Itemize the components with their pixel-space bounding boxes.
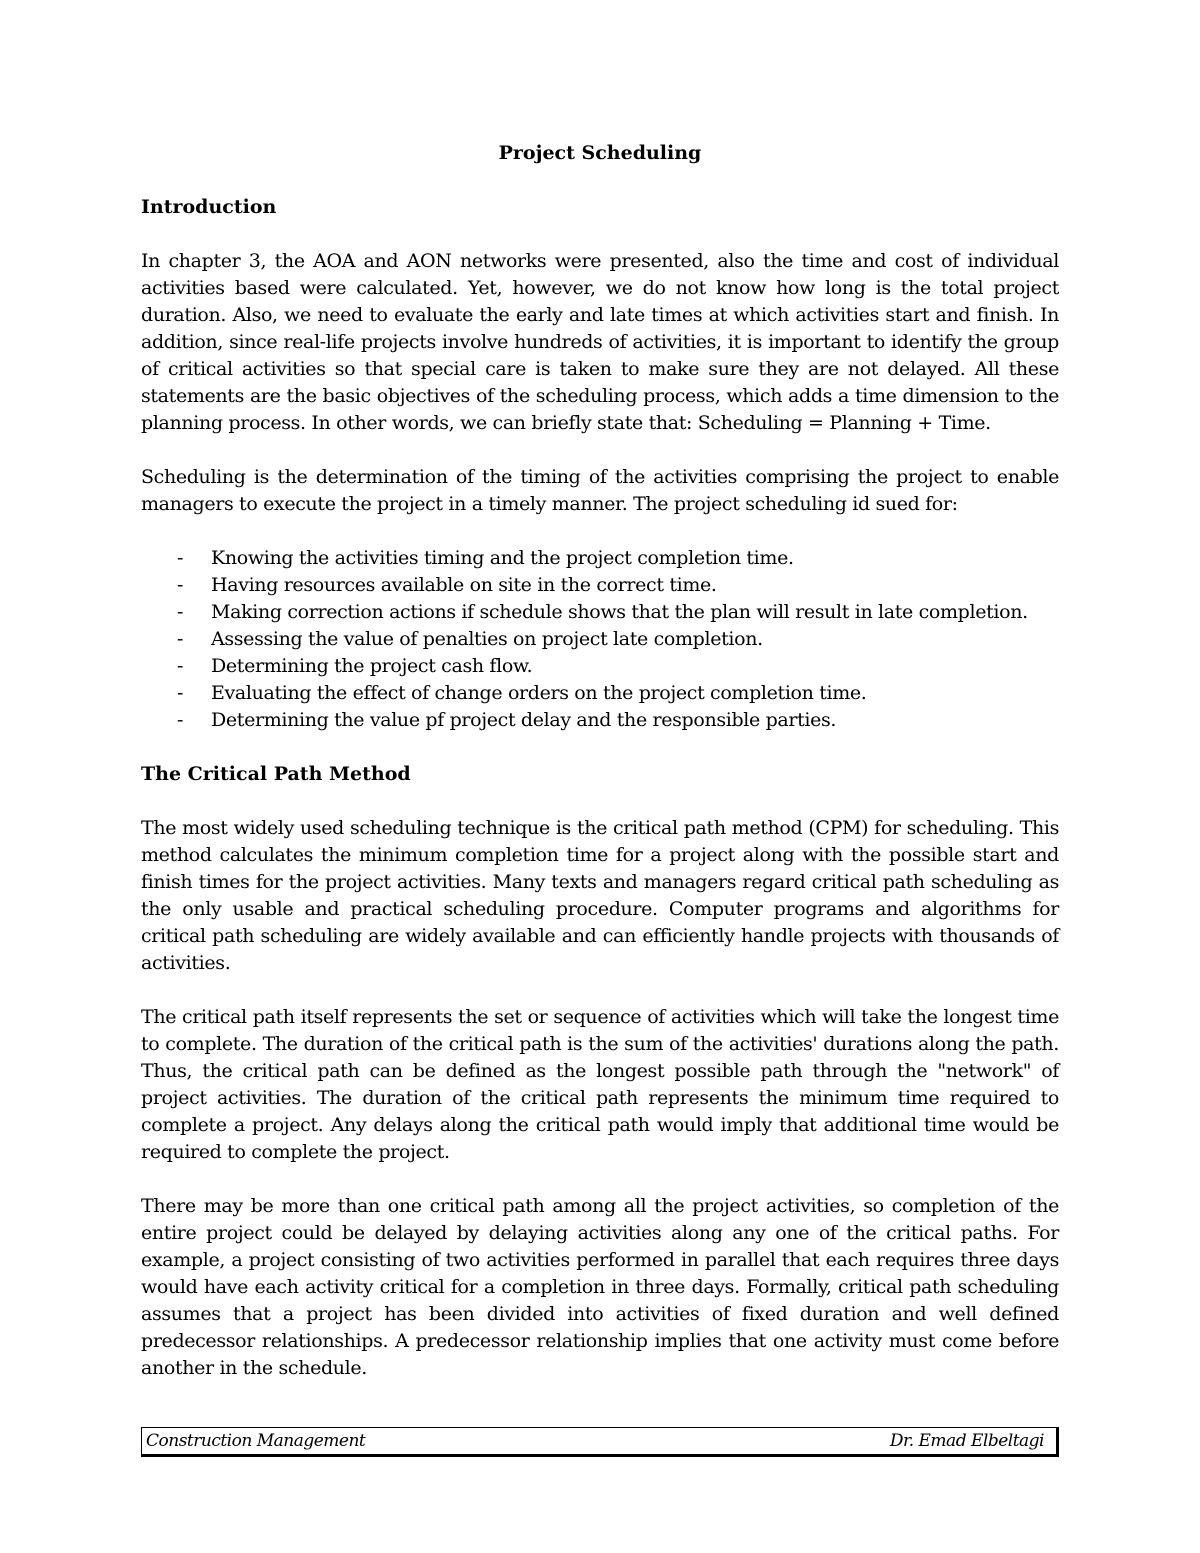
cpm-paragraph-3: There may be more than one critical path among all the project activities, so completion of the entire project could be delayed by delaying activities along any one of the critical paths. For example, a project consisting of two activities performed in parallel that each requires three days would have each activity critical for a completion in three days. Formally, critical path scheduling assumes that a project has been divided into activities of fixed duration and well defined predecessor relationships. A predecessor relationship implies that one activity must come before another in the schedule. — [141, 1195, 1059, 1379]
section-heading-critical-path-method: The Critical Path Method — [141, 763, 411, 785]
document-page — [141, 140, 1059, 1409]
footer-author: Dr. Emad Elbeltagi — [889, 1431, 1044, 1451]
list-item — [141, 626, 1059, 653]
list-item — [141, 680, 1059, 707]
dash-bullet: - — [177, 547, 184, 569]
page-title: Project Scheduling — [498, 142, 702, 164]
scheduling-uses-list — [141, 545, 1059, 734]
dash-bullet: - — [177, 574, 184, 596]
cpm-paragraph-2: The critical path itself represents the set or sequence of activities which will take the longest time to complete. The duration of the critical path is the sum of the activities' durations along the path. Thus, the critical path can be defined as the longest possible path through the "network" of project activities. The duration of the critical path represents the minimum time required to complete a project. Any delays along the critical path would imply that additional time would be required to complete the project. — [141, 1006, 1059, 1163]
dash-bullet: - — [177, 709, 184, 731]
section-heading-introduction: Introduction — [141, 196, 277, 218]
list-item — [141, 599, 1059, 626]
list-item-text: Determining the value pf project delay and the responsible parties. — [211, 709, 837, 731]
list-item — [141, 545, 1059, 572]
list-item-text: Evaluating the effect of change orders on the project completion time. — [211, 682, 867, 704]
dash-bullet: - — [177, 601, 184, 623]
list-item-text: Making correction actions if schedule shows that the plan will result in late completion. — [211, 601, 1028, 623]
intro-paragraph-2: Scheduling is the determination of the timing of the activities comprising the project to enable managers to execute the project in a timely manner. The project scheduling id sued for: — [141, 466, 1059, 515]
list-item-text: Assessing the value of penalties on project late completion. — [211, 628, 763, 650]
list-item — [141, 653, 1059, 680]
list-item-text: Knowing the activities timing and the project completion time. — [211, 547, 794, 569]
page-footer — [141, 1427, 1059, 1457]
intro-paragraph-1: In chapter 3, the AOA and AON networks were presented, also the time and cost of individual activities based were calculated. Yet, however, we do not know how long is the total project duration. Also, we need to evaluate the early and late times at which activities start and finish. In addition, since real-life projects involve hundreds of activities, it is important to identify the group of critical activities so that special care is taken to make sure they are not delayed. All these statements are the basic objectives of the scheduling process, which adds a time dimension to the planning process. In other words, we can briefly state that: Scheduling = Planning + Time. — [141, 250, 1059, 434]
list-item — [141, 707, 1059, 734]
list-item-text: Having resources available on site in the correct time. — [211, 574, 717, 596]
cpm-paragraph-1: The most widely used scheduling technique is the critical path method (CPM) for scheduling. This method calculates the minimum completion time for a project along with the possible start and finish times for the project activities. Many texts and managers regard critical path scheduling as the only usable and practical scheduling procedure. Computer programs and algorithms for critical path scheduling are widely available and can efficiently handle projects with thousands of activities. — [141, 817, 1059, 974]
footer-course-name: Construction Management — [146, 1431, 366, 1451]
list-item — [141, 572, 1059, 599]
list-item-text: Determining the project cash flow. — [211, 655, 533, 677]
dash-bullet: - — [177, 682, 184, 704]
dash-bullet: - — [177, 655, 184, 677]
dash-bullet: - — [177, 628, 184, 650]
